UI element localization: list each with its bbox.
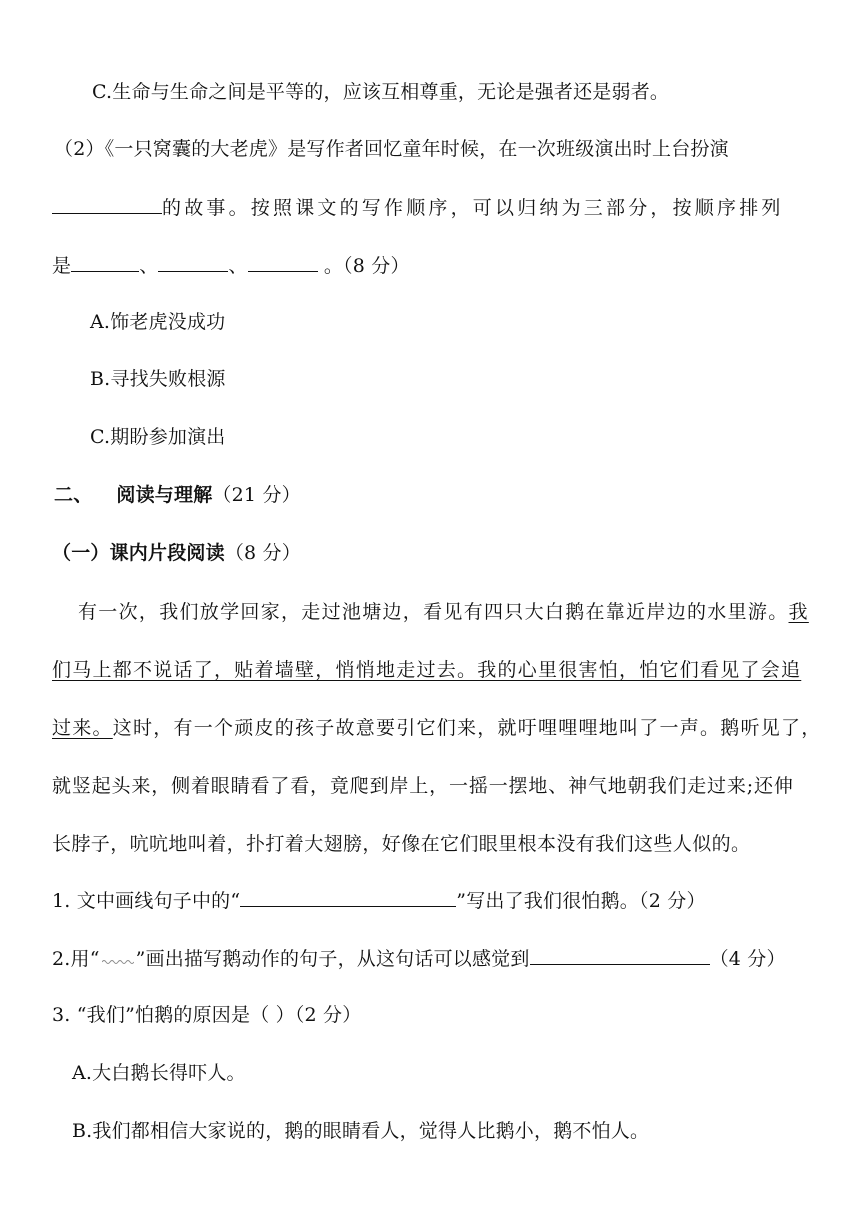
question-2-mid: ”画出描写鹅动作的句子，从这句话可以感觉到 — [135, 948, 530, 970]
passage-line1 — [78, 600, 809, 624]
question-1 — [52, 888, 706, 913]
subsection-1-score: （8 分） — [224, 542, 301, 564]
passage-line1-plain: 有一次，我们放学回家，走过池塘边，看见有四只大白鹅在靠近岸边的水里游。 — [78, 601, 789, 623]
answer-blank-part1[interactable] — [71, 253, 139, 272]
question-1-start: 1. 文中画线句子中的“ — [52, 890, 241, 912]
section-2-title: 阅读与理解 — [116, 484, 213, 506]
section-2-number: 二、 — [54, 484, 93, 506]
passage-line3 — [52, 716, 822, 740]
passage-line4: 就竖起头来，侧着眼睛看了看，竟爬到岸上，一摇一摆地、神气地朝我们走过来;还伸 — [52, 775, 794, 797]
q2-option-b: B.寻找失败根源 — [90, 368, 226, 390]
section-2-heading — [54, 483, 301, 507]
question-3-option-b: B.我们都相信大家说的，鹅的眼睛看人，觉得人比鹅小，鹅不怕人。 — [72, 1120, 650, 1142]
q2-sep1: 、 — [139, 255, 159, 277]
section-2-score: （21 分） — [212, 484, 301, 506]
passage-line3-plain: 这时，有一个顽皮的孩子故意要引它们来，就吁哩哩哩地叫了一声。鹅听见了， — [112, 717, 822, 739]
passage-line2: 们马上都不说话了，贴着墙壁，悄悄地走过去。我的心里很害怕，怕它们看见了会追 — [52, 659, 802, 681]
question-1-end: ”写出了我们很怕鹅。（2 分） — [456, 890, 706, 912]
q2-line3-end: 。（8 分） — [317, 255, 410, 277]
answer-blank-q2[interactable] — [530, 946, 710, 965]
wavy-line-symbol — [100, 947, 136, 965]
q2-option-c: C.期盼参加演出 — [90, 426, 226, 448]
subsection-1-heading — [52, 541, 301, 565]
answer-blank-part2[interactable] — [158, 253, 228, 272]
q2-option-a: A.饰老虎没成功 — [90, 311, 226, 333]
question-2-start: 2.用“ — [52, 948, 100, 970]
answer-blank-role[interactable] — [52, 195, 162, 214]
question-3: 3. “我们”怕鹅的原因是（ ）（2 分） — [52, 1004, 362, 1026]
passage-line1-underlined: 我 — [788, 601, 809, 623]
question-2-end: （4 分） — [709, 948, 786, 970]
question-2 — [52, 946, 786, 971]
passage-line5: 长脖子，吭吭地叫着，扑打着大翅膀，好像在它们眼里根本没有我们这些人似的。 — [52, 833, 751, 855]
q2-line2-text: 的故事。按照课文的写作顺序，可以归纳为三部分，按顺序排列 — [162, 197, 784, 219]
q2-line2 — [52, 195, 808, 220]
q2-line3 — [52, 253, 410, 278]
subsection-1-title: （一）课内片段阅读 — [52, 542, 225, 564]
question-3-option-a: A.大白鹅长得吓人。 — [72, 1062, 246, 1084]
q2-line2-content — [52, 195, 784, 220]
answer-blank-q1[interactable] — [240, 888, 456, 907]
q2-line1: （2）《一只窝囊的大老虎》是写作者回忆童年时候，在一次班级演出时上台扮演 — [54, 138, 729, 160]
passage-line3-underlined: 过来。 — [52, 717, 113, 739]
q1-option-c: C.生命与生命之间是平等的，应该互相尊重，无论是强者还是弱者。 — [92, 81, 670, 103]
q2-line3-start: 是 — [52, 255, 72, 277]
answer-blank-part3[interactable] — [248, 253, 318, 272]
q2-sep2: 、 — [228, 255, 248, 277]
